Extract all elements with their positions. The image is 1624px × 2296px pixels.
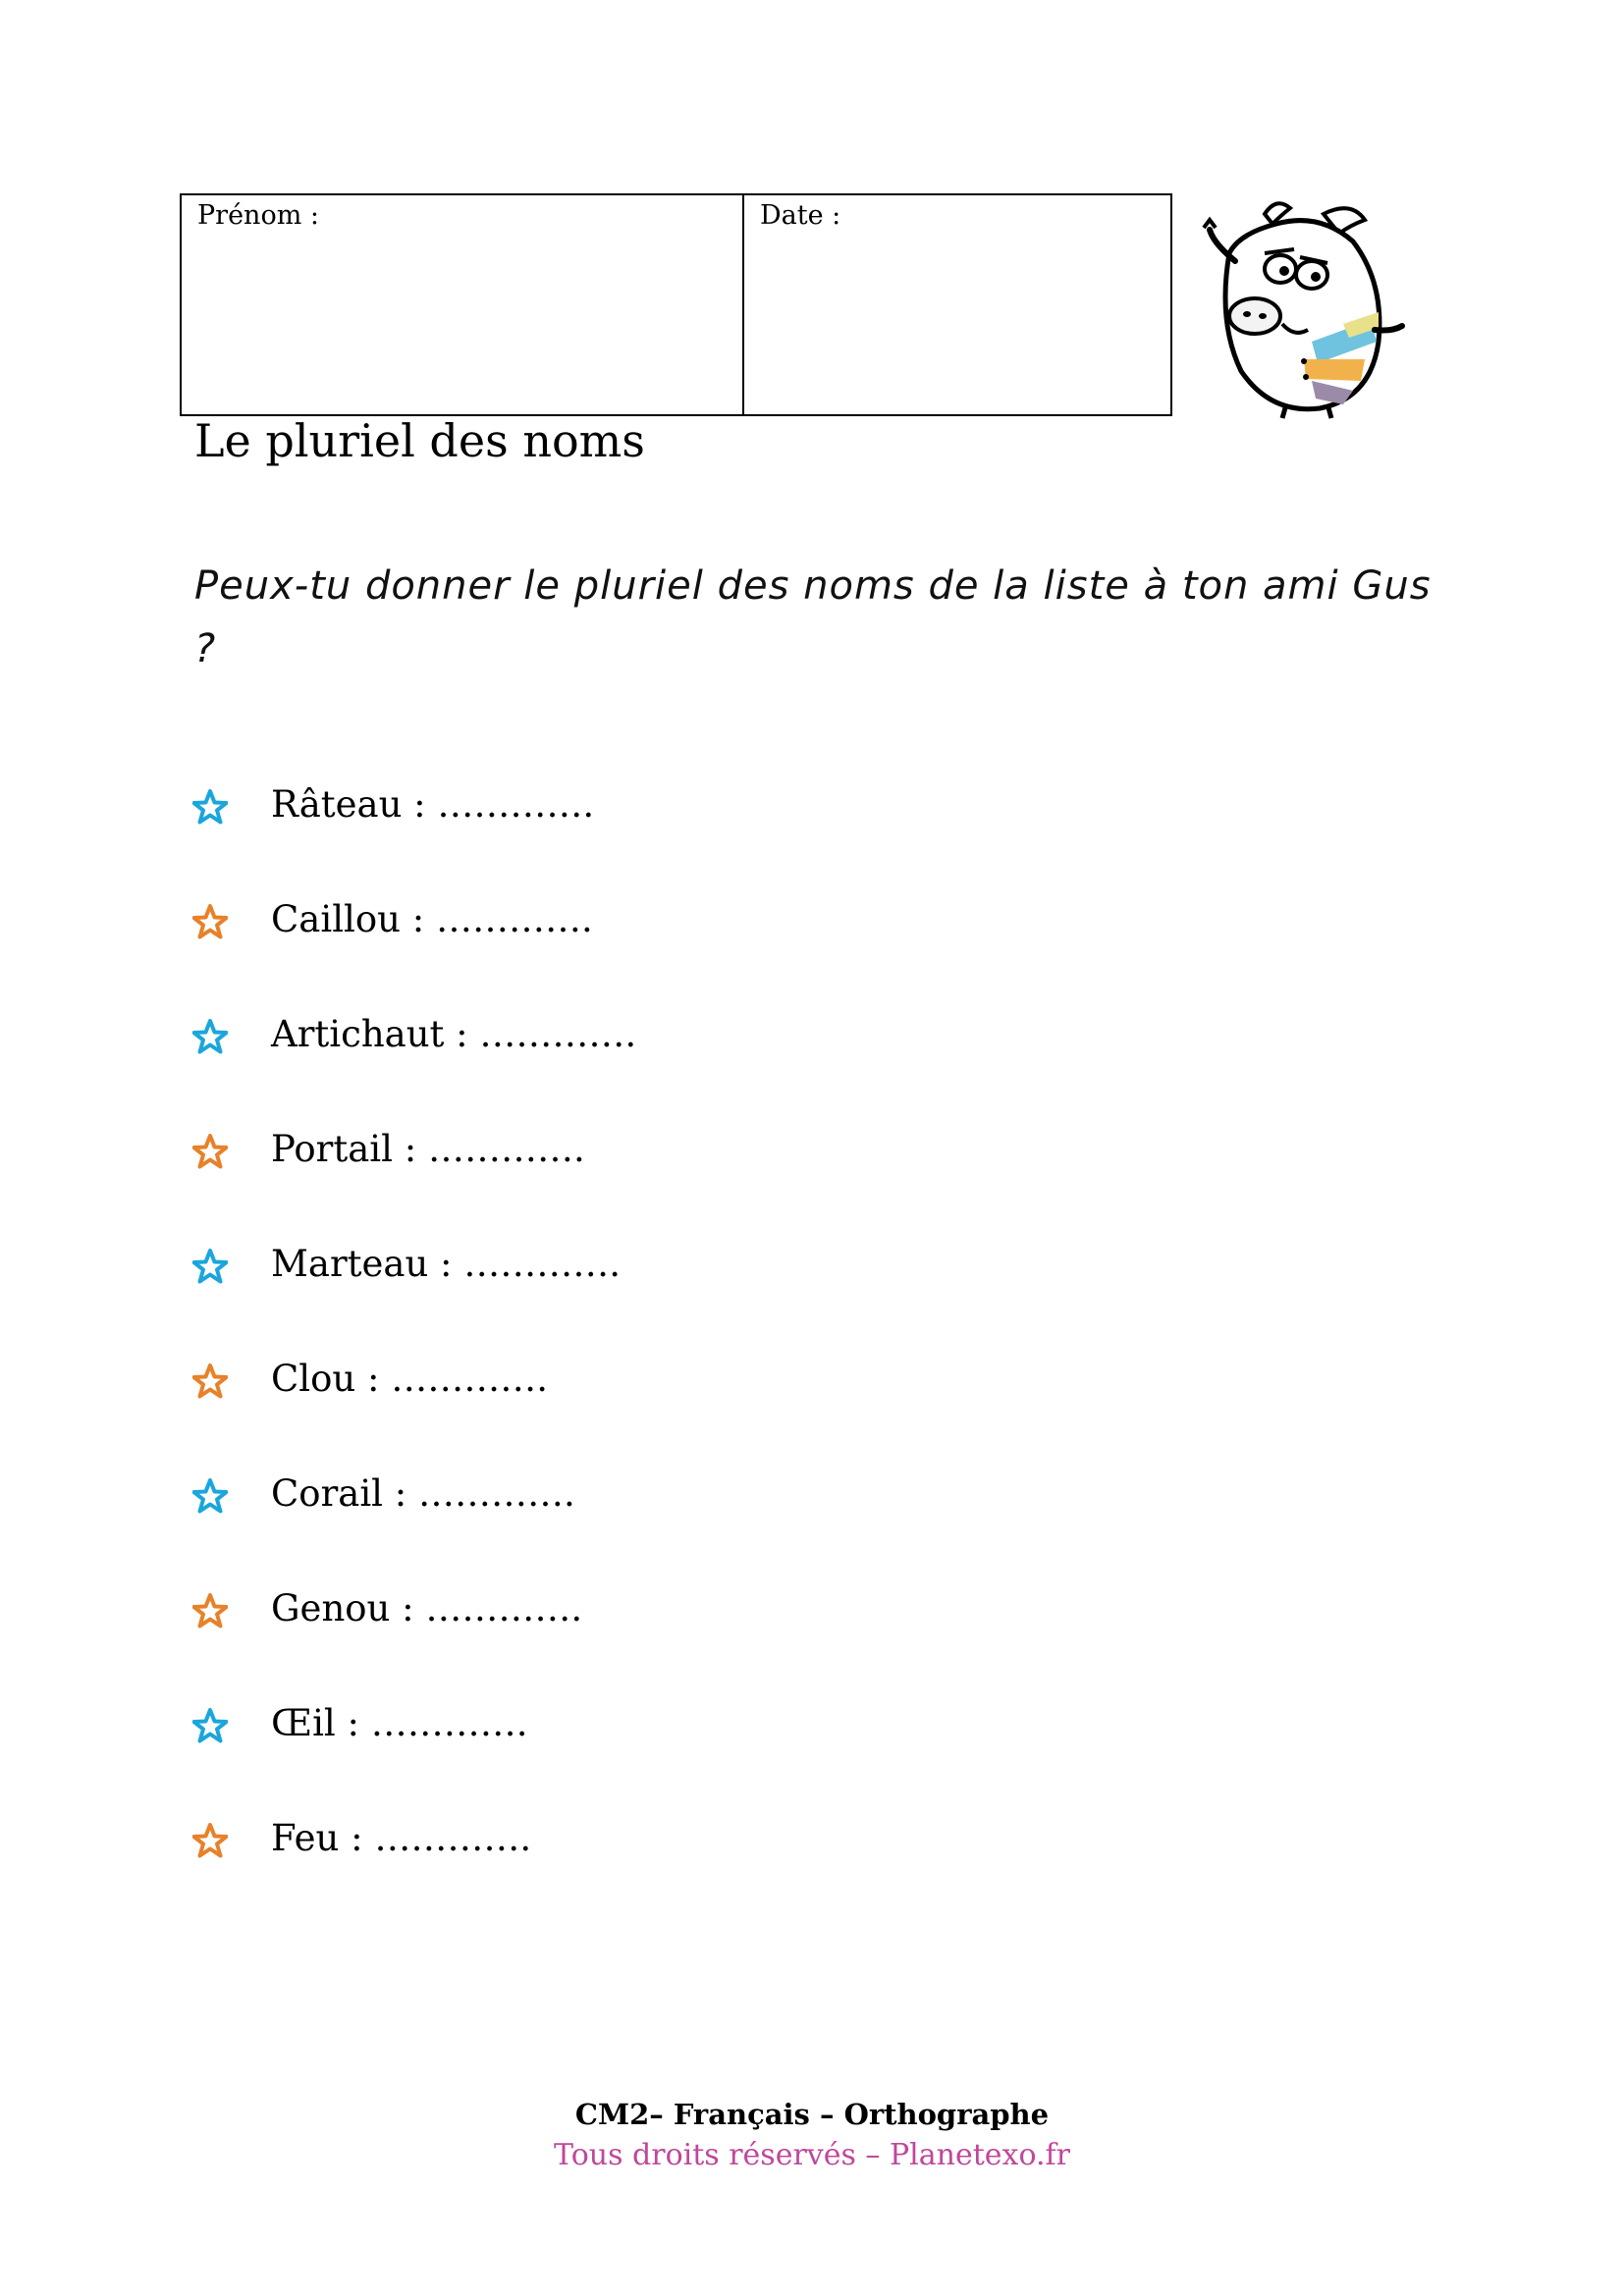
- name-label: Prénom :: [197, 200, 319, 231]
- star-icon: [192, 1593, 228, 1629]
- list-item: [192, 1005, 636, 1120]
- word-prompt[interactable]: Œil : ………….: [271, 1702, 528, 1744]
- footer-copyright-link[interactable]: Tous droits réservés – Planetexo.fr: [554, 2138, 1070, 2172]
- word-list: [192, 775, 636, 1924]
- date-label: Date :: [760, 200, 841, 231]
- footer-subject: CM2– Français – Orthographe: [574, 2098, 1050, 2131]
- star-icon: [192, 1823, 228, 1858]
- name-field[interactable]: [182, 195, 744, 414]
- star-icon: [192, 1249, 228, 1284]
- word-prompt[interactable]: Caillou : ………….: [271, 898, 593, 940]
- list-item: [192, 1809, 636, 1924]
- word-prompt[interactable]: Marteau : ………….: [271, 1243, 622, 1285]
- word-prompt[interactable]: Clou : ………….: [271, 1358, 548, 1400]
- date-field[interactable]: [744, 195, 1170, 414]
- student-info-table: [180, 193, 1172, 416]
- list-item: [192, 1235, 636, 1350]
- word-prompt[interactable]: Artichaut : ………….: [271, 1013, 637, 1055]
- list-item: [192, 890, 636, 1005]
- word-prompt[interactable]: Corail : ………….: [271, 1472, 575, 1515]
- star-icon: [192, 904, 228, 939]
- star-icon: [192, 1708, 228, 1743]
- instruction-text: Peux-tu donner le pluriel des noms de la liste à ton ami Gus ?: [194, 563, 1432, 671]
- word-prompt[interactable]: Portail : ………….: [271, 1128, 585, 1170]
- page-title: Le pluriel des noms: [194, 414, 645, 467]
- star-icon: [192, 1478, 228, 1514]
- star-icon: [192, 1363, 228, 1399]
- list-item: [192, 775, 636, 890]
- gus-mascot-icon: [1196, 194, 1414, 420]
- word-prompt[interactable]: Feu : ………….: [271, 1817, 532, 1859]
- star-icon: [192, 1134, 228, 1169]
- list-item: [192, 1465, 636, 1579]
- word-prompt[interactable]: Genou : ………….: [271, 1587, 583, 1629]
- star-icon: [192, 1019, 228, 1054]
- star-icon: [192, 789, 228, 825]
- list-item: [192, 1120, 636, 1235]
- list-item: [192, 1579, 636, 1694]
- word-prompt[interactable]: Râteau : ………….: [271, 783, 595, 826]
- list-item: [192, 1694, 636, 1809]
- list-item: [192, 1350, 636, 1465]
